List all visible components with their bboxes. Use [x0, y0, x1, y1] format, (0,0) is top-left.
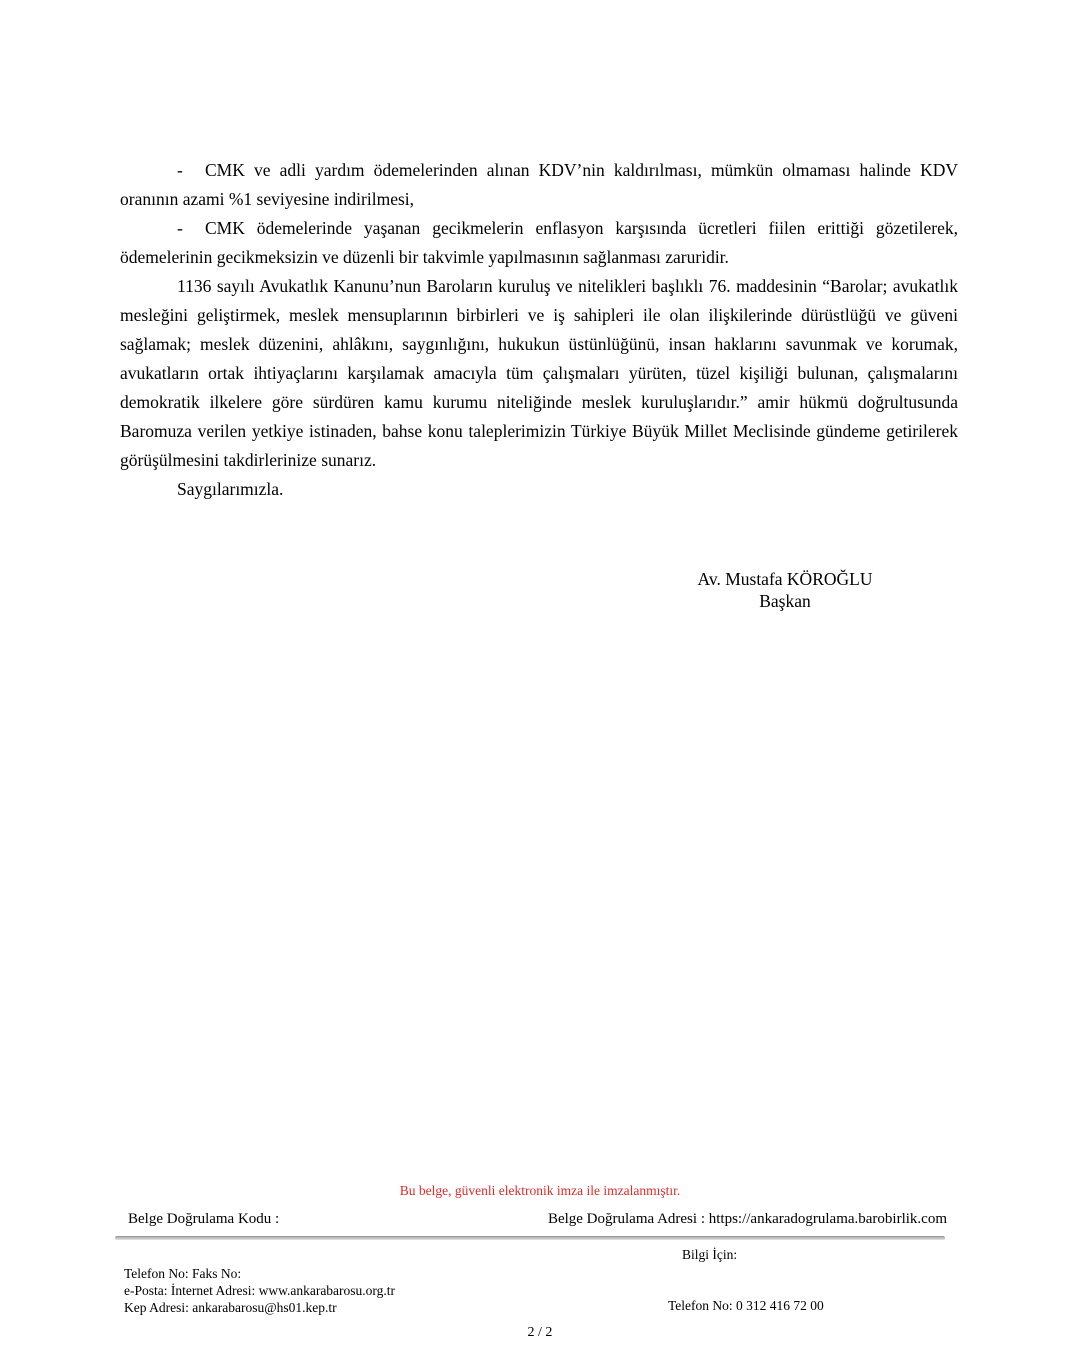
bullet-dash: - — [177, 218, 183, 238]
esignature-notice: Bu belge, güvenli elektronik imza ile imzalanmıştır. — [399, 1183, 681, 1198]
bullet-text: CMK ve adli yardım ödemelerinden alınan KDV’nin kaldırılması, mümkün olmaması halinde KDV oranının azami %1 seviyesine indirilmesi, — [120, 160, 958, 209]
bullet-item-kdv — [120, 156, 958, 214]
contact-phone-fax: Telefon No: Faks No: — [124, 1266, 242, 1281]
letter-body — [120, 156, 958, 504]
signer-name: Av. Mustafa KÖROĞLU — [697, 569, 873, 589]
verification-code-label: Belge Doğrulama Kodu : — [128, 1211, 280, 1227]
bullet-item-odeme — [120, 214, 958, 272]
signer-title: Başkan — [759, 591, 811, 611]
bullet-text: CMK ödemelerinde yaşanan gecikmelerin enflasyon karşısında ücretleri fiilen erittiği gözetilerek, ödemelerinin gecikmeksizin ve düzenli bir takvimle yapılmasının sağlanması zaruridir. — [120, 218, 958, 267]
contact-email-web: e-Posta: İnternet Adresi: www.ankarabarosu.org.tr — [124, 1283, 396, 1298]
signature-block — [660, 568, 910, 612]
closing-salutation: Saygılarımızla. — [177, 479, 284, 499]
bullet-dash: - — [177, 160, 183, 180]
verification-address: Belge Doğrulama Adresi : https://ankaradogrulama.barobirlik.com — [547, 1211, 947, 1227]
info-phone-number: Telefon No: 0 312 416 72 00 — [668, 1298, 824, 1313]
main-paragraph: 1136 sayılı Avukatlık Kanunu’nun Baroların kuruluş ve nitelikleri başlıklı 76. maddesinin “Barolar; avukatlık mesleğini geliştirmek, meslek mensuplarının birbirleri ve iş sahipleri ile olan ilişkilerinde dürüstlüğü ve güveni sağlamak; meslek düzenini, ahlâkını, saygınlığını, hukukun üstünlüğünü, insan haklarını savunmak ve korumak, avukatların ortak ihtiyaçlarını karşılamak amacıyla tüm çalışmaları yürüten, tüzel kişiliği bulunan, çalışmalarını demokratik ilkelere göre sürdüren kamu kurumu niteliğinde meslek kuruluşlarıdır.” amir hükmü doğrultusunda Baromuza verilen yetkiye istinaden, bahse konu taleplerimizin Türkiye Büyük Millet Meclisinde gündeme getirilerek görüşülmesini takdirlerinize sunarız. — [120, 276, 958, 470]
info-for-label: Bilgi İçin: — [682, 1247, 738, 1262]
contact-info-block — [124, 1265, 395, 1316]
footer-divider — [115, 1236, 945, 1240]
page-number: 2 / 2 — [527, 1325, 553, 1340]
contact-kep-address: Kep Adresi: ankarabarosu@hs01.kep.tr — [124, 1300, 337, 1315]
